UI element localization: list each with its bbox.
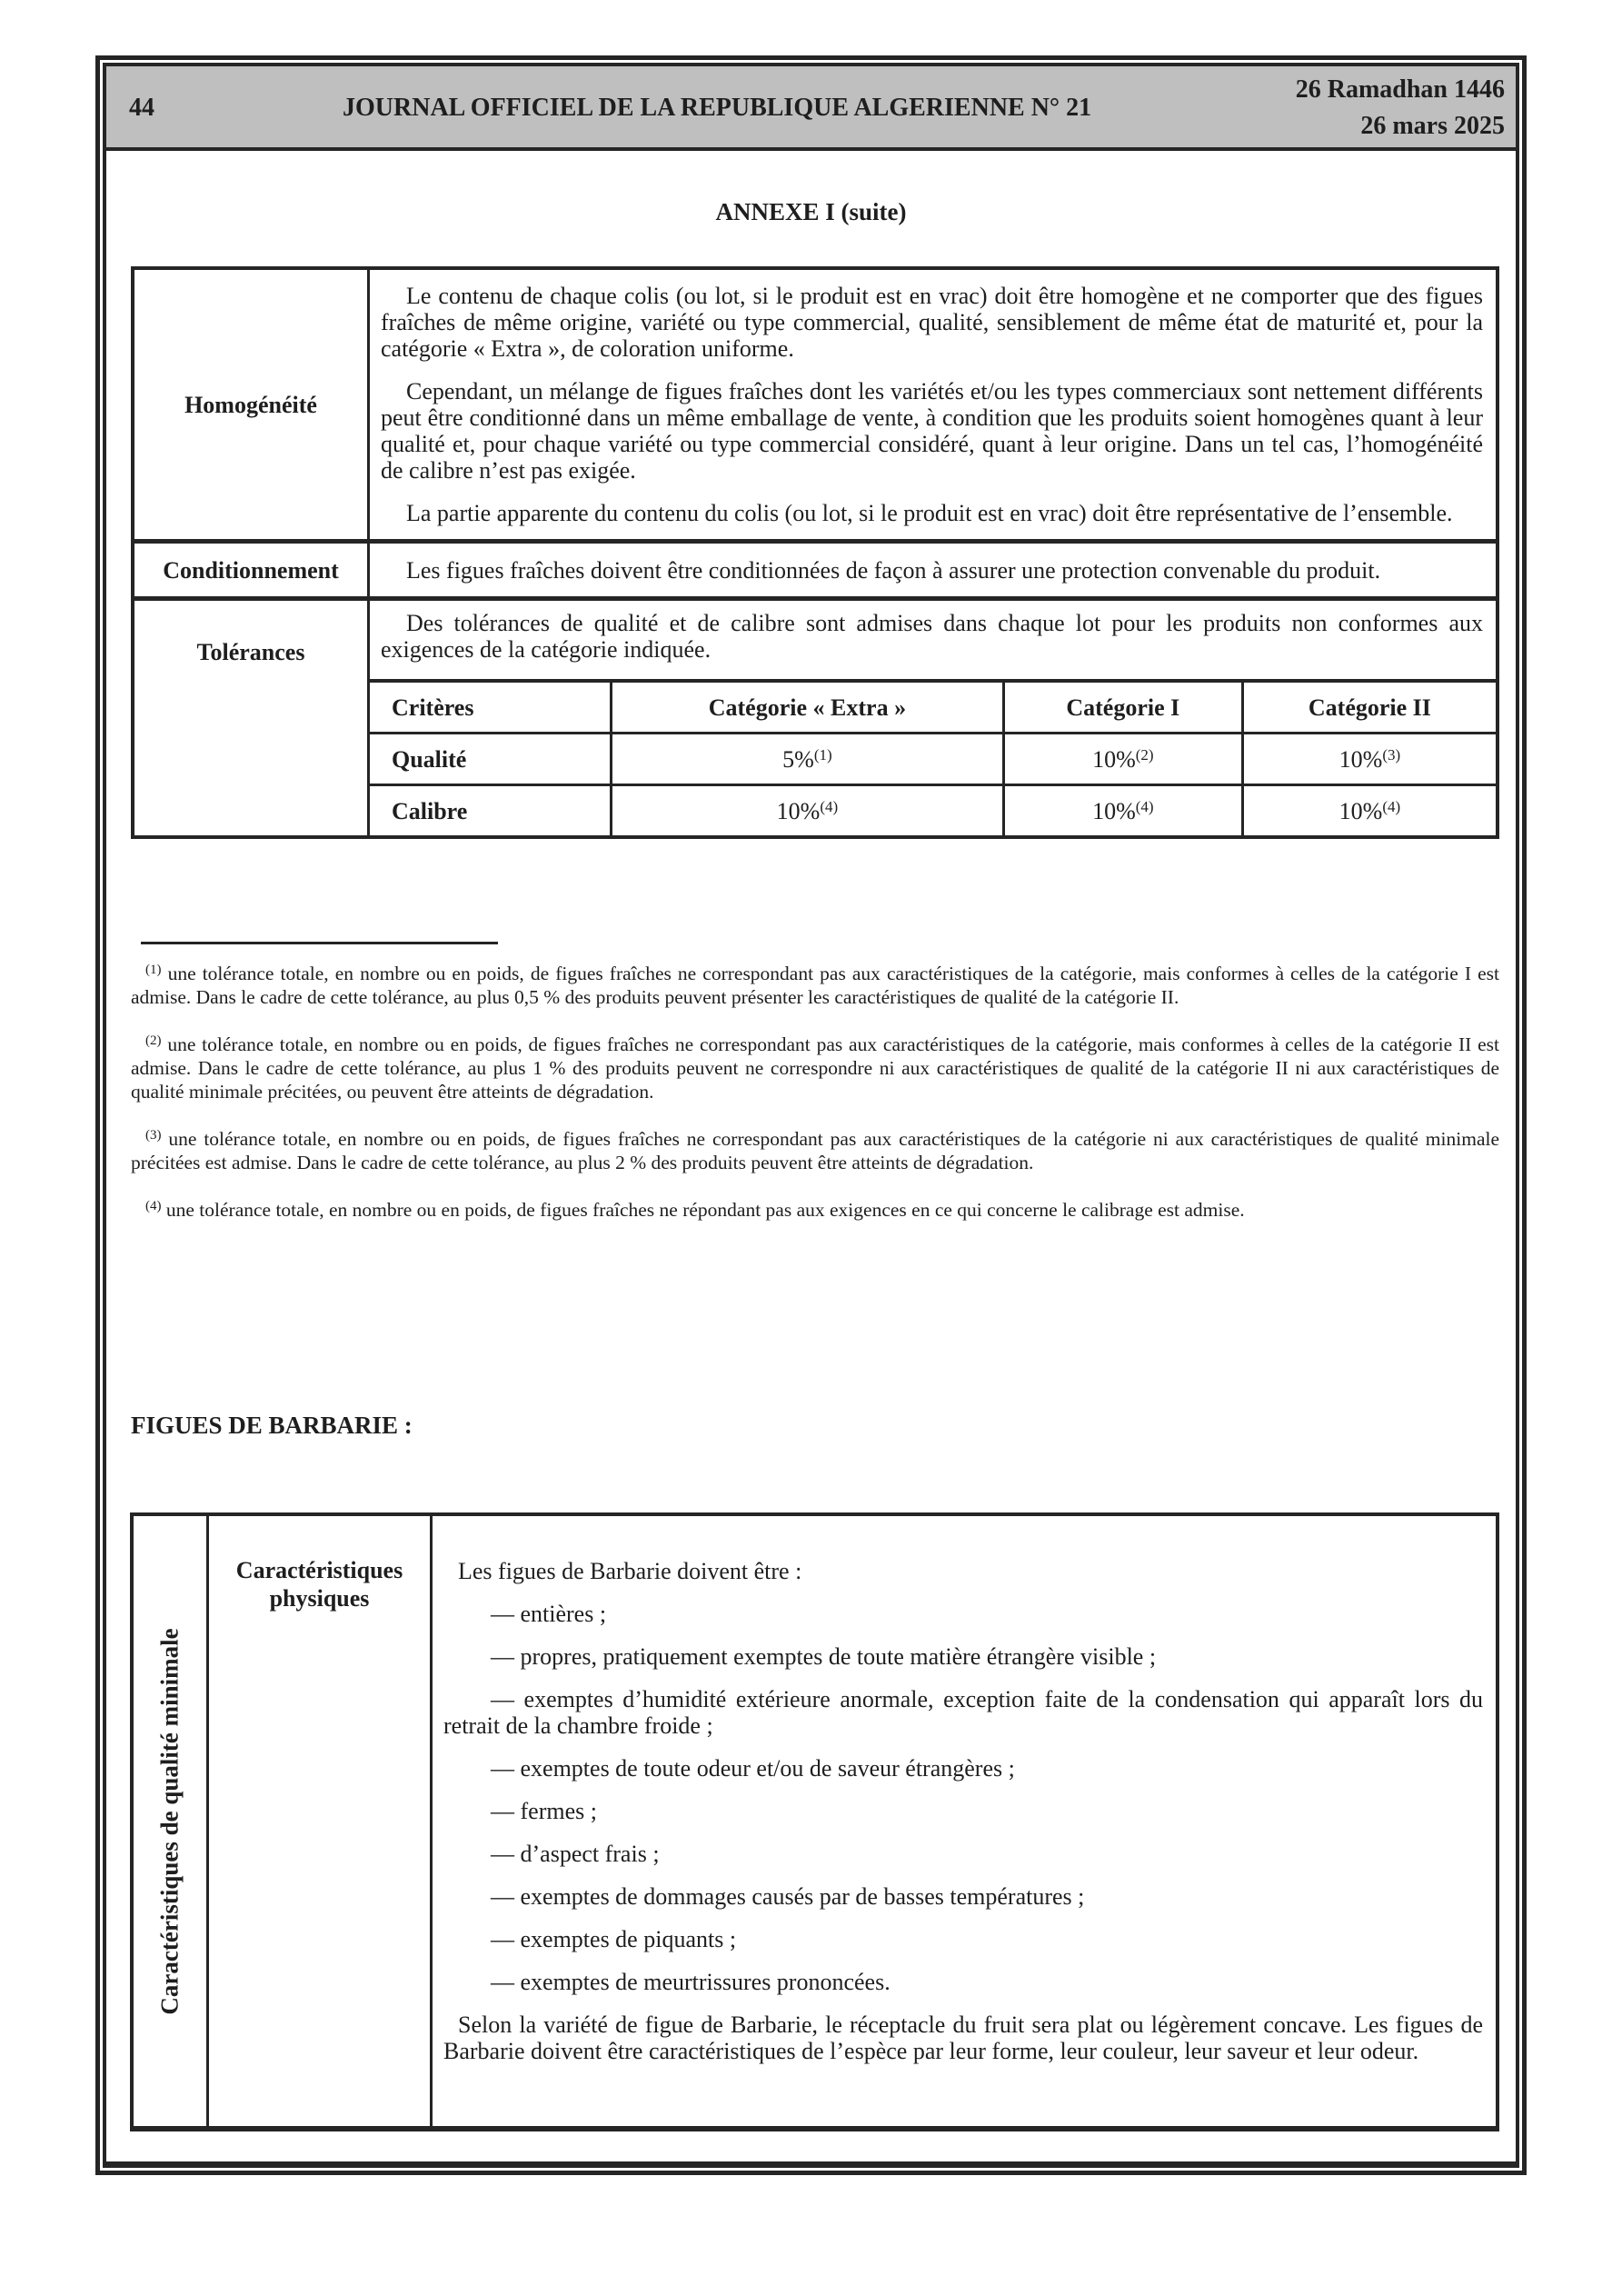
vertical-label-cell [132, 1514, 208, 2129]
requirement-item: — d’aspect frais ; [491, 1841, 660, 1867]
footnote-3 [131, 1127, 1499, 1174]
header-extra: Catégorie « Extra » [612, 681, 1004, 734]
sub-label-line1: Caractéristiques [235, 1557, 403, 1583]
footnote-ref: (2) [1135, 745, 1154, 764]
tolerance-value: 10% [776, 797, 821, 824]
footnote-marker: (2) [145, 1033, 162, 1048]
paragraph: La partie apparente du contenu du colis (ou lot, si le produit est en vrac) doit être représentative de l’ensemble. [406, 500, 1453, 526]
tolerance-cell [1242, 734, 1496, 785]
footnote-text: une tolérance totale, en nombre ou en poids, de figues fraîches ne correspondant pas aux caractéristiques de la catégorie ni aux caractéristiques de qualité minimale précitées est admise. Dans le cadre de cette tolérance, au plus 2 % des produits peuvent être atteints de dégradation. [131, 1128, 1499, 1173]
tolerance-cell [1242, 785, 1496, 836]
journal-title: JOURNAL OFFICIEL DE LA REPUBLIQUE ALGERIENNE N° 21 [343, 94, 1092, 122]
journal-header [106, 66, 1516, 151]
requirement-item: — exemptes de piquants ; [491, 1926, 737, 1952]
row-homogeneite [133, 268, 1498, 542]
row-label: Conditionnement [133, 542, 369, 599]
row-content [369, 599, 1498, 838]
tolerance-value: 10% [1092, 745, 1136, 773]
date-gregorian: 26 mars 2025 [1360, 112, 1505, 140]
barbarie-row [132, 1514, 1498, 2129]
footnote-ref: (4) [820, 797, 839, 815]
tolerance-value: 10% [1338, 745, 1383, 773]
footnote-1 [131, 962, 1499, 1009]
tolerance-cell [1003, 785, 1242, 836]
header-cat-i: Catégorie I [1003, 681, 1242, 734]
requirement-item: — exemptes de toute odeur et/ou de saveur étrangères ; [491, 1755, 1015, 1782]
footnote-ref: (4) [1382, 797, 1401, 815]
footnote-text: une tolérance totale, en nombre ou en poids, de figues fraîches ne correspondant pas aux caractéristiques de la catégorie, mais conformes à celles de la catégorie I est admise. Dans le cadre de cette tolérance, au plus 0,5 % des produits peuvent présenter les caractéristiques de qualité de la catégorie II. [131, 963, 1499, 1008]
footnotes [131, 962, 1499, 1245]
page-number: 44 [129, 94, 154, 122]
tolerance-cell [1003, 734, 1242, 785]
annex-title: ANNEXE I (suite) [715, 198, 907, 225]
paragraph: Les figues fraîches doivent être conditionnées de façon à assurer une protection convenable du produit. [406, 556, 1381, 584]
requirements-cell [432, 1514, 1498, 2129]
criterion-label: Calibre [370, 785, 612, 836]
header-criteres: Critères [370, 681, 612, 734]
requirement-item: — fermes ; [491, 1798, 597, 1824]
requirement-item: — exemptes d’humidité extérieure anormale, exception faite de la condensation qui apparaît lors du retrait de la chambre froide ; [443, 1686, 1483, 1739]
paragraph: Cependant, un mélange de figues fraîches dont les variétés et/ou les types commerciaux sont nettement différents peut être conditionné dans un même emballage de vente, à condition que les produits soient homogènes quant à leur qualité et, pour chaque variété ou type commercial considéré, quant à leur origine. Dans un tel cas, l’homogénéité de calibre n’est pas exigée. [381, 378, 1483, 484]
tolerance-cell [612, 785, 1004, 836]
barbarie-table [130, 1512, 1499, 2131]
tolerance-cell [612, 734, 1004, 785]
vertical-label: Caractéristiques de qualité minimale [155, 1627, 184, 2015]
row-label: Tolérances [133, 599, 369, 838]
date-hijri: 26 Ramadhan 1446 [1295, 75, 1505, 104]
row-label: Homogénéité [133, 268, 369, 542]
footnote-ref: (1) [813, 745, 832, 764]
footnote-text: une tolérance totale, en nombre ou en poids, de figues fraîches ne répondant pas aux exigences en ce qui concerne le calibrage est admise. [161, 1199, 1245, 1221]
requirement-item: — exemptes de meurtrissures prononcées. [491, 1969, 891, 1995]
tolerances-intro: Des tolérances de qualité et de calibre sont admises dans chaque lot pour les produits non conformes aux exigences de la catégorie indiquée. [381, 610, 1483, 663]
criterion-label: Qualité [370, 734, 612, 785]
row-tolerances [133, 599, 1498, 838]
requirements-intro: Les figues de Barbarie doivent être : [458, 1558, 802, 1584]
section-title: FIGUES DE BARBARIE : [131, 1412, 413, 1439]
tolerance-row-qualite [370, 734, 1496, 785]
header-cat-ii: Catégorie II [1242, 681, 1496, 734]
sub-label-cell [208, 1514, 432, 2129]
specification-table [131, 266, 1499, 839]
footnote-marker: (4) [145, 1199, 162, 1213]
requirements-closing: Selon la variété de figue de Barbarie, le réceptacle du fruit sera plat ou légèrement concave. Les figues de Barbarie doivent être caractéristiques de l’espèce par leur forme, leur couleur, leur saveur et leur odeur. [443, 2011, 1483, 2064]
requirement-item: — propres, pratiquement exemptes de toute matière étrangère visible ; [491, 1643, 1157, 1670]
footnote-text: une tolérance totale, en nombre ou en poids, de figues fraîches ne correspondant pas aux caractéristiques de la catégorie, mais conformes à celles de la catégorie II est admise. Dans le cadre de cette tolérance, au plus 1 % des produits peuvent ne correspondre ni aux caractéristiques de qualité de la catégorie II ni aux caractéristiques de qualité minimale précitées, ou peuvent être atteints de dégradation. [131, 1033, 1499, 1103]
footnote-ref: (3) [1382, 745, 1401, 764]
footnote-4 [131, 1198, 1499, 1222]
tolerance-value: 10% [1092, 797, 1136, 824]
row-content [369, 268, 1498, 542]
tolerance-value: 5% [782, 745, 814, 773]
tolerance-value: 10% [1338, 797, 1383, 824]
sub-label-line2: physiques [269, 1585, 370, 1612]
requirement-item: — exemptes de dommages causés par de basses températures ; [491, 1883, 1085, 1910]
footnote-2 [131, 1033, 1499, 1103]
row-conditionnement [133, 542, 1498, 599]
tolerance-table [370, 679, 1496, 835]
header-dates [1296, 72, 1505, 145]
footnote-separator [141, 942, 498, 944]
requirement-item: — entières ; [491, 1601, 607, 1627]
tolerance-header-row [370, 681, 1496, 734]
row-content [369, 542, 1498, 599]
footnote-marker: (1) [145, 963, 162, 977]
tolerance-row-calibre [370, 785, 1496, 836]
footnote-marker: (3) [145, 1128, 162, 1143]
footnote-ref: (4) [1135, 797, 1154, 815]
paragraph: Le contenu de chaque colis (ou lot, si le produit est en vrac) doit être homogène et ne comporter que des figues fraîches de même origine, variété ou type commercial, qualité, sensiblement de même état de maturité et, pour la catégorie « Extra », de coloration uniforme. [381, 283, 1483, 362]
